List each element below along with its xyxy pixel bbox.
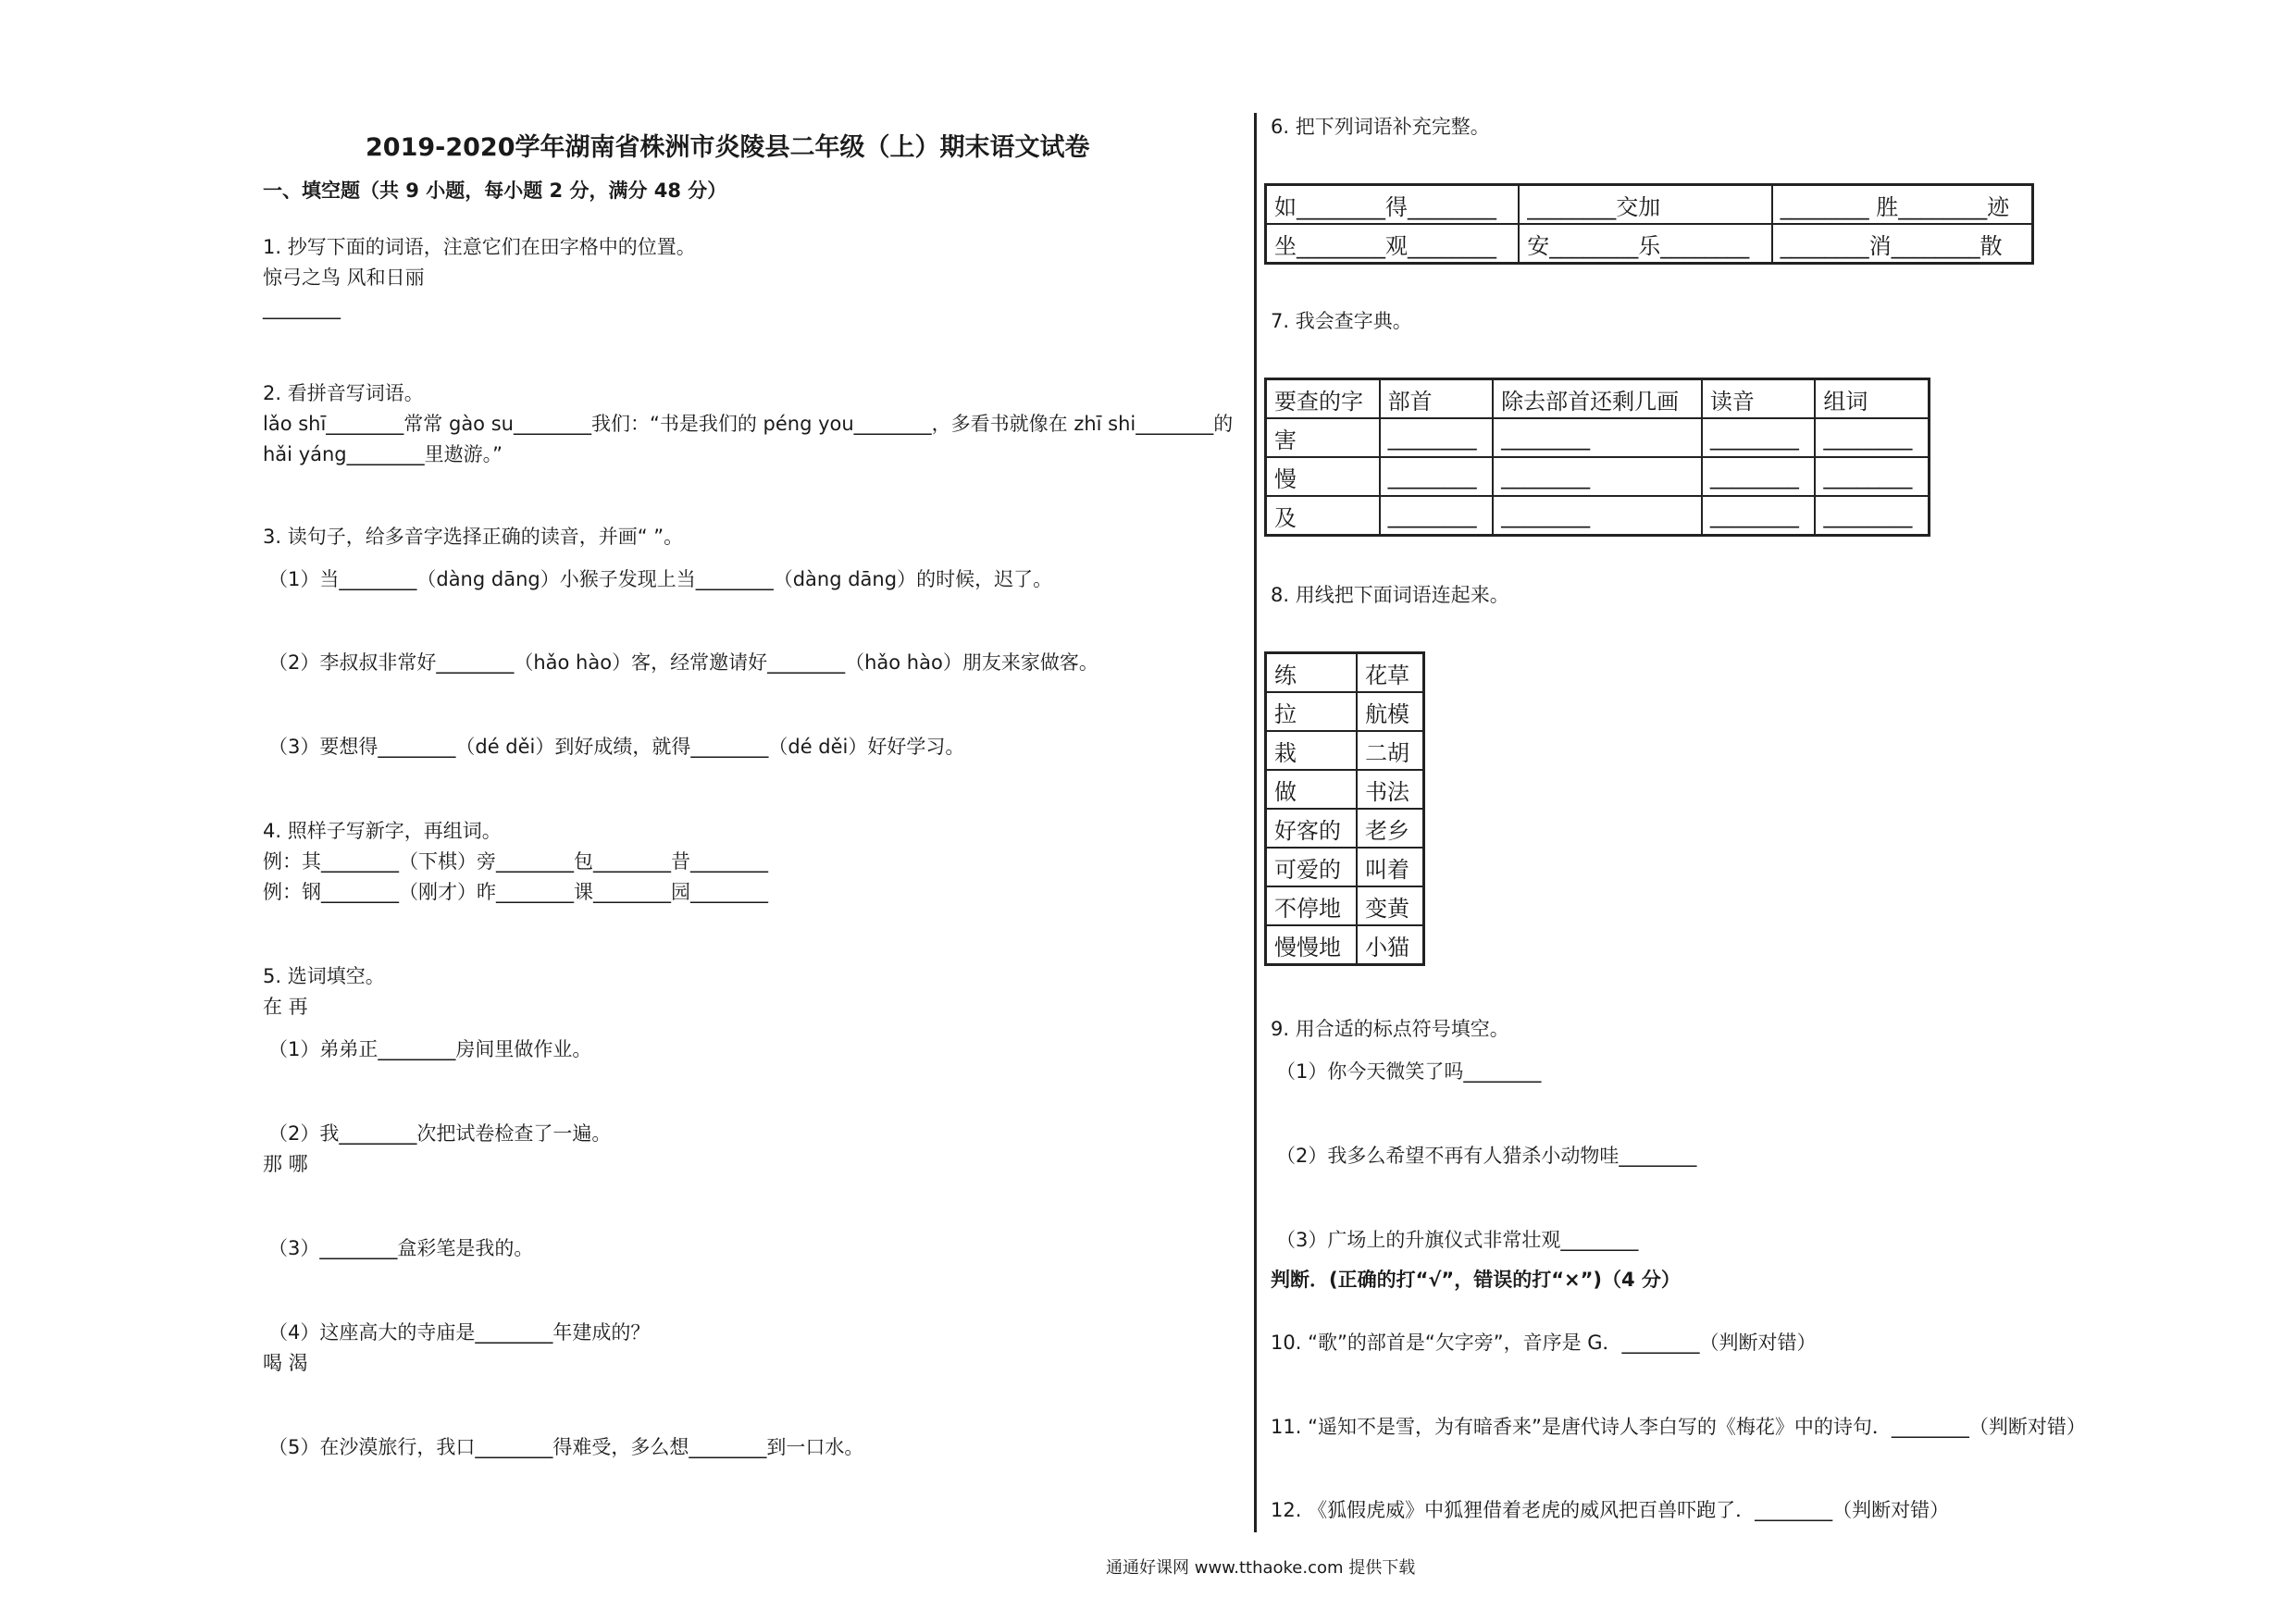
q7-blank: ________	[1702, 418, 1816, 457]
q7-blank: ________	[1380, 418, 1494, 457]
q8-left: 可爱的	[1266, 848, 1358, 886]
q8-stem: 8. 用线把下面词语连起来。	[1271, 584, 1509, 606]
q5-sentence: （1）弟弟正________房间里做作业。	[268, 1038, 592, 1060]
q8-left: 拉	[1266, 692, 1358, 731]
q7-char: 及	[1266, 496, 1380, 536]
q6-stem: 6. 把下列词语补充完整。	[1271, 116, 1490, 138]
q6-table	[1264, 183, 2034, 265]
q6-cell: ________消________散	[1772, 224, 2033, 264]
q7-blank: ________	[1702, 496, 1816, 536]
column-divider	[1254, 113, 1257, 1532]
page-title: 2019-2020学年湖南省株洲市炎陵县二年级（上）期末语文试卷	[366, 133, 1090, 162]
q8-right: 老乡	[1357, 809, 1423, 848]
q8-right: 叫着	[1357, 848, 1423, 886]
q6-cell: 如________得________	[1266, 185, 1520, 225]
q7-header: 组词	[1815, 379, 1929, 419]
q7-header: 要查的字	[1266, 379, 1380, 419]
section-heading: 判断．(正确的打“√”，错误的打“×”)（4 分）	[1271, 1269, 1681, 1291]
footer: 通通好课网 www.tthaoke.com 提供下载	[1106, 1558, 1416, 1578]
q5-word-pair: 喝 渴	[263, 1352, 308, 1374]
q5-sentence: （3）________盒彩笔是我的。	[268, 1237, 534, 1259]
q5-sentence: （4）这座高大的寺庙是________年建成的？	[268, 1321, 651, 1344]
q8-right: 航模	[1357, 692, 1423, 731]
q5-word-pair: 那 哪	[263, 1153, 308, 1175]
q1-words: 惊弓之鸟 风和日丽	[263, 266, 425, 289]
q5-sentence: （2）我________次把试卷检查了一遍。	[268, 1122, 612, 1145]
q9-sentence: （3）广场上的升旗仪式非常壮观________	[1276, 1229, 1639, 1251]
q7-header: 部首	[1380, 379, 1494, 419]
q1-stem: 1. 抄写下面的词语，注意它们在田字格中的位置。	[263, 236, 696, 258]
q9-sentence: （2）我多么希望不再有人猎杀小动物哇________	[1276, 1145, 1697, 1167]
q9-stem: 9. 用合适的标点符号填空。	[1271, 1018, 1509, 1040]
q2-stem: 2. 看拼音写词语。	[263, 382, 424, 404]
q7-char: 害	[1266, 418, 1380, 457]
q4-row: 例：其________（下棋）旁________包________昔________	[263, 850, 768, 873]
q7-blank: ________	[1380, 457, 1494, 496]
q7-blank: ________	[1493, 418, 1702, 457]
q2-line: lǎo shī________常常 gào su________我们：“书是我们的 péng you________，多看书就像在 zhī shi________的	[263, 413, 1234, 435]
q4-row: 例：钢________（刚才）昨________课________园________	[263, 881, 768, 903]
q7-header: 读音	[1702, 379, 1816, 419]
q6-cell: 坐________观________	[1266, 224, 1520, 264]
q2-line: hǎi yáng________里遨游。”	[263, 443, 503, 465]
q7-blank: ________	[1815, 418, 1929, 457]
q8-left: 慢慢地	[1266, 925, 1358, 965]
q7-blank: ________	[1815, 457, 1929, 496]
q8-right: 小猫	[1357, 925, 1423, 965]
section-heading: 一、填空题（共 9 小题，每小题 2 分，满分 48 分）	[263, 180, 727, 202]
q3-sentence: （3）要想得________（dé děi）到好成绩，就得________（dé děi）好好学习。	[268, 736, 965, 758]
q8-left: 做	[1266, 770, 1358, 809]
q3-sentence: （1）当________（dàng dāng）小猴子发现上当________（dàng dāng）的时候，迟了。	[268, 568, 1053, 590]
q8-left: 不停地	[1266, 886, 1358, 925]
q9-sentence: （1）你今天微笑了吗________	[1276, 1060, 1542, 1083]
q8-right: 二胡	[1357, 731, 1423, 770]
q8-left: 栽	[1266, 731, 1358, 770]
q11: 11. “遥知不是雪，为有暗香来”是唐代诗人李白写的《梅花》中的诗句．________（判断对错）	[1271, 1416, 2086, 1438]
q7-table	[1264, 378, 1930, 537]
q6-cell: ________ 胜________迹	[1772, 185, 2033, 225]
q1-blank: ________	[263, 297, 341, 319]
q7-blank: ________	[1493, 496, 1702, 536]
q3-stem: 3. 读句子，给多音字选择正确的读音，并画“ ”。	[263, 526, 684, 548]
q8-left: 练	[1266, 653, 1358, 693]
q5-stem: 5. 选词填空。	[263, 965, 385, 987]
q7-blank: ________	[1380, 496, 1494, 536]
q8-right: 花草	[1357, 653, 1423, 693]
q6-cell: 安________乐________	[1519, 224, 1771, 264]
q7-stem: 7. 我会查字典。	[1271, 310, 1412, 332]
q7-header: 除去部首还剩几画	[1493, 379, 1702, 419]
q5-word-pair: 在 再	[263, 996, 308, 1018]
q7-blank: ________	[1493, 457, 1702, 496]
q12: 12. 《狐假虎威》中狐狸借着老虎的威风把百兽吓跑了．________（判断对错）	[1271, 1499, 1950, 1521]
q7-blank: ________	[1702, 457, 1816, 496]
q6-cell: ________交加	[1519, 185, 1771, 225]
q7-char: 慢	[1266, 457, 1380, 496]
q10: 10. “歌”的部首是“欠字旁”，音序是 G．________（判断对错）	[1271, 1332, 1817, 1354]
q7-blank: ________	[1815, 496, 1929, 536]
q4-stem: 4. 照样子写新字，再组词。	[263, 820, 502, 842]
q3-sentence: （2）李叔叔非常好________（hǎo hào）客，经常邀请好________（hǎo hào）朋友来家做客。	[268, 651, 1098, 674]
q8-right: 变黄	[1357, 886, 1423, 925]
q8-left: 好客的	[1266, 809, 1358, 848]
q5-sentence: （5）在沙漠旅行，我口________得难受，多么想________到一口水。	[268, 1436, 864, 1458]
q8-table	[1264, 651, 1425, 966]
q8-right: 书法	[1357, 770, 1423, 809]
